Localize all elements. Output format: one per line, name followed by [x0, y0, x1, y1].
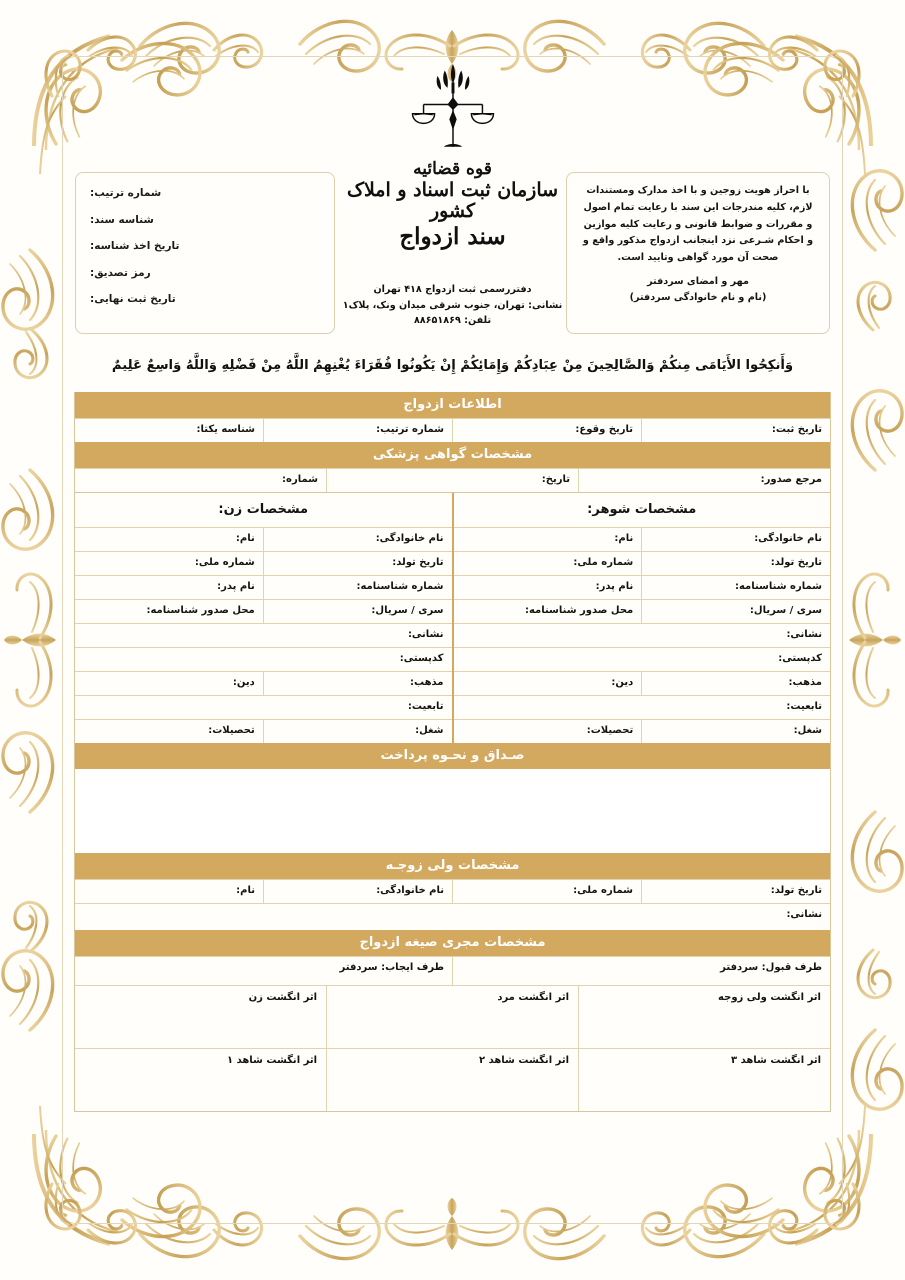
wife-row-idcard-issue	[75, 599, 452, 623]
field-unique-id[interactable]: شناسه یکتا:	[196, 424, 255, 435]
wife-row-father	[75, 575, 452, 599]
org-line-registration-org: سازمان ثبت اسناد و املاک کشور	[346, 178, 559, 222]
fingerprint-box-witness-1[interactable]: اثر انگشت شاهد ۱	[226, 1055, 317, 1066]
fingerprint-box-witness-2[interactable]: اثر انگشت شاهد ۲	[326, 1049, 578, 1111]
justice-scales-icon	[407, 62, 499, 158]
husband-row-father	[454, 575, 831, 599]
marriage-info-row	[75, 418, 830, 442]
fingerprint-box-wife[interactable]: اثر انگشت زن	[248, 992, 317, 1003]
section-header-officiant: مشخصات مجری صیغه ازدواج	[75, 930, 830, 956]
guardian-field-address[interactable]: نشانی:	[786, 909, 822, 920]
wife-row-national-id	[75, 551, 452, 575]
wife-field-serial[interactable]: سری / سریال:	[263, 600, 452, 623]
wife-field-occupation[interactable]: شغل:	[263, 720, 452, 743]
office-name: دفتررسمی ثبت ازدواج ۴۱۸ تهران	[373, 284, 532, 295]
wife-field-religion[interactable]: دین:	[232, 677, 255, 688]
document-masthead	[328, 62, 578, 250]
husband-row-address	[454, 623, 831, 647]
husband-row-religion	[454, 671, 831, 695]
husband-field-idcard-issue-place[interactable]: محل صدور شناسنامه:	[524, 605, 634, 616]
husband-field-address[interactable]: نشانی:	[786, 629, 822, 640]
field-order-number[interactable]: شماره ترتیب:	[263, 419, 452, 442]
husband-field-postal-code[interactable]: کدپستی:	[778, 653, 822, 664]
field-registration-date[interactable]: تاریخ ثبت:	[641, 419, 830, 442]
husband-field-education[interactable]: تحصیلات:	[586, 725, 634, 736]
wife-row-address	[75, 623, 452, 647]
husband-field-lastname[interactable]: نام خانوادگی:	[641, 528, 830, 551]
wife-row-education	[75, 719, 452, 743]
officiant-row	[75, 956, 830, 985]
field-label-serial-number: شماره ترتیب:	[90, 187, 162, 199]
notary-seal-label: مهر و امضای سردفتر	[647, 275, 749, 287]
field-issuing-authority[interactable]: مرجع صدور:	[578, 469, 830, 492]
document-title: سند ازدواج	[399, 223, 506, 251]
husband-row-education	[454, 719, 831, 743]
office-phone: تلفن: ۸۸۶۵۱۸۶۹	[413, 315, 492, 327]
iran-emblem-icon	[436, 64, 469, 93]
notary-office-details	[329, 282, 577, 329]
wife-field-national-id[interactable]: شماره ملی:	[194, 557, 255, 568]
guardian-field-national-id[interactable]: شماره ملی:	[452, 880, 641, 903]
wife-field-sect[interactable]: مذهب:	[263, 672, 452, 695]
husband-field-religion[interactable]: دین:	[611, 677, 634, 688]
husband-field-firstname[interactable]: نام:	[614, 533, 634, 544]
section-header-medical-certificate: مشخصات گواهی پزشکی	[75, 442, 830, 468]
guardian-field-firstname[interactable]: نام:	[236, 885, 255, 896]
husband-row-idcard-issue	[454, 599, 831, 623]
spouse-details-section	[75, 492, 830, 743]
section-header-husband: مشخصات شوهر:	[587, 502, 697, 517]
field-medical-number[interactable]: شماره:	[282, 474, 318, 485]
guardian-address-row	[75, 903, 830, 930]
wife-field-address[interactable]: نشانی:	[407, 629, 444, 640]
medical-certificate-row	[75, 468, 830, 492]
fingerprint-row-witnesses	[75, 1048, 830, 1111]
registration-details-box	[75, 172, 335, 334]
wife-field-birthdate[interactable]: تاریخ تولد:	[263, 552, 452, 575]
husband-field-nationality[interactable]: تابعیت:	[786, 701, 822, 712]
field-label-final-registration-date: تاریخ ثبت نهایی:	[90, 293, 176, 305]
certificate-form	[74, 392, 831, 1112]
husband-field-serial[interactable]: سری / سریال:	[641, 600, 830, 623]
wife-row-name	[75, 527, 452, 551]
dowry-input-area[interactable]	[75, 769, 830, 853]
wife-field-lastname[interactable]: نام خانوادگی:	[263, 528, 452, 551]
guardian-row	[75, 879, 830, 903]
field-label-verification-code: رمز تصدیق:	[90, 266, 151, 279]
certification-statement-box	[566, 172, 830, 334]
husband-column	[452, 493, 831, 743]
husband-field-occupation[interactable]: شغل:	[641, 720, 830, 743]
wife-field-idcard-issue-place[interactable]: محل صدور شناسنامه:	[146, 605, 255, 616]
field-occurrence-date[interactable]: تاریخ وقوع:	[452, 419, 641, 442]
wife-field-father-name[interactable]: نام پدر:	[217, 581, 255, 592]
officiant-field-offer[interactable]: طرف ایجاب: سردفتر	[339, 962, 444, 973]
document-header	[75, 159, 830, 337]
certification-text: با احراز هویت زوجین و با اخذ مدارک ومستندات لازم، کلیه مندرجات این سند با رعایت تمام اصول و مقررات و ضوابط قانونی و رعایت کلیه موازین و احکام شـرعی نزد اینجانب ازدواج مذکور واقع و صحت آن مورد گواهی وتایید است.	[582, 185, 814, 264]
field-medical-date[interactable]: تاریخ:	[326, 469, 578, 492]
husband-row-postal	[454, 647, 831, 671]
org-line-judiciary: قوه قضائیه	[413, 159, 492, 179]
wife-field-nationality[interactable]: تابعیت:	[407, 701, 444, 712]
section-header-dowry: صـداق و نحـوه پرداخت	[75, 743, 830, 769]
section-header-marriage-info: اطلاعات ازدواج	[75, 392, 830, 418]
wife-field-firstname[interactable]: نام:	[235, 533, 255, 544]
wife-row-postal	[75, 647, 452, 671]
husband-field-birthdate[interactable]: تاریخ تولد:	[641, 552, 830, 575]
husband-row-nationality	[454, 695, 831, 719]
wife-row-nationality	[75, 695, 452, 719]
office-address: نشانی: تهران، جنوب شرقی میدان ونک، پلاک۱	[342, 299, 563, 311]
husband-field-father-name[interactable]: نام پدر:	[595, 581, 634, 592]
wife-field-idcard-number[interactable]: شماره شناسنامه:	[263, 576, 452, 599]
officiant-field-acceptance[interactable]: طرف قبول: سردفتر	[452, 957, 830, 985]
husband-field-national-id[interactable]: شماره ملی:	[573, 557, 634, 568]
guardian-field-lastname[interactable]: نام خانوادگی:	[263, 880, 452, 903]
fingerprint-box-husband[interactable]: اثر انگشت مرد	[326, 986, 578, 1048]
husband-field-idcard-number[interactable]: شماره شناسنامه:	[641, 576, 830, 599]
section-header-guardian: مشخصات ولی زوجـه	[75, 853, 830, 879]
fingerprint-row-primary	[75, 985, 830, 1048]
wife-field-postal-code[interactable]: کدپستی:	[399, 653, 444, 664]
husband-field-sect[interactable]: مذهب:	[641, 672, 830, 695]
guardian-field-birthdate[interactable]: تاریخ تولد:	[641, 880, 830, 903]
quran-verse: وَأَنكِحُوا الأَيَامَى مِنكُمْ وَالصَّالِحِينَ مِنْ عِبَادِكُمْ وَإِمَائِكُمْ إِنْ يَكُونُوا فُقَرَاءَ يُغْنِهِمُ اللَّهُ مِنْ فَضْلِهِ وَاللَّهُ وَاسِعٌ عَلِيمٌ	[111, 358, 794, 373]
field-label-id-issue-date: تاریخ اخذ شناسه:	[90, 240, 180, 252]
section-header-wife: مشخصات زن:	[218, 502, 309, 517]
wife-column	[75, 493, 452, 743]
fingerprint-box-witness-3[interactable]: اثر انگشت شاهد ۳	[578, 1049, 830, 1111]
field-label-document-id: شناسه سند:	[90, 213, 154, 226]
husband-row-name	[454, 527, 831, 551]
notary-name-label: (نام و نام خانوادگی سردفتر)	[629, 291, 767, 303]
fingerprint-box-guardian[interactable]: اثر انگشت ولی زوجه	[578, 986, 830, 1048]
wife-row-religion	[75, 671, 452, 695]
husband-row-national-id	[454, 551, 831, 575]
wife-field-education[interactable]: تحصیلات:	[208, 725, 255, 736]
